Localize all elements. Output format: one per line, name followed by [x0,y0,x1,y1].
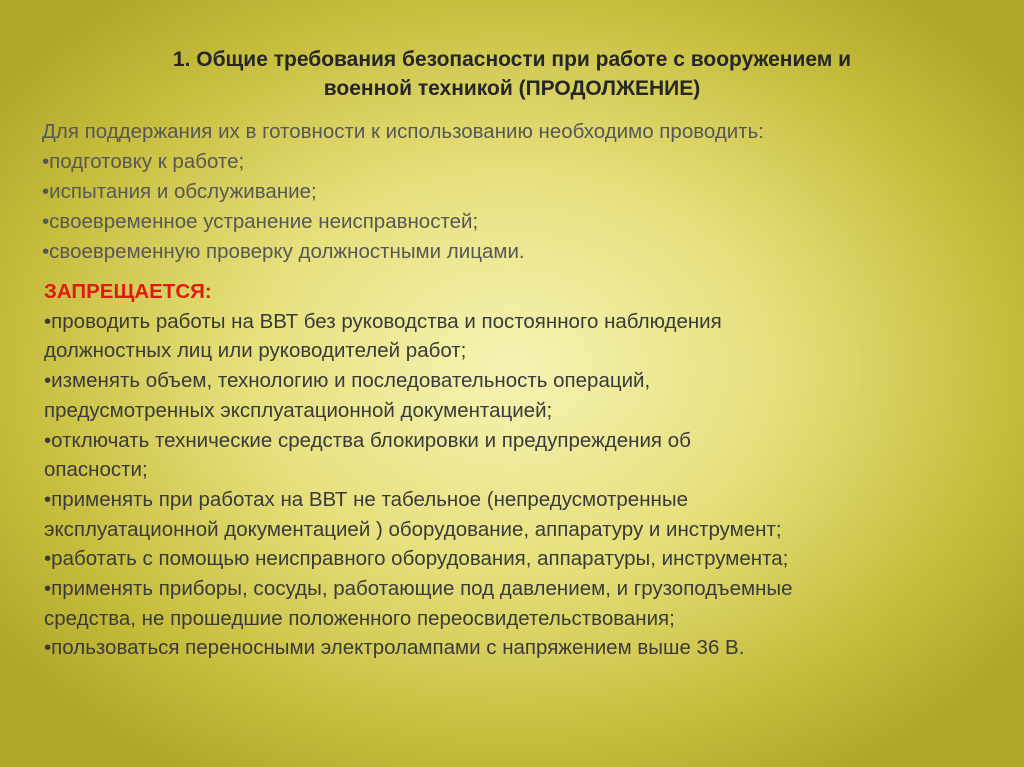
prohibition-line: предусмотренных эксплуатационной документацией; [44,398,553,422]
intro-item: •подготовку к работе; [42,150,245,173]
prohibitions-block [44,277,1004,663]
prohibition-line: •пользоваться переносными электролампами с напряжением выше 36 В. [44,636,745,660]
prohibition-line: •отключать технические средства блокировки и предупреждения об [44,428,691,452]
prohibition-line: •применять при работах на ВВТ не табельное (непредусмотренные [44,487,688,511]
prohibition-line: •проводить работы на ВВТ без руководства и постоянного наблюдения [44,309,722,333]
slide-title [60,45,964,103]
prohibition-line: •применять приборы, сосуды, работающие под давлением, и грузоподъемные [44,577,793,601]
prohibition-line: эксплуатационной документацией ) оборудование, аппаратуру и инструмент; [44,517,782,541]
intro-item: •испытания и обслуживание; [42,180,317,203]
intro-block [42,117,1002,267]
prohibited-heading: ЗАПРЕЩАЕТСЯ: [44,280,212,303]
prohibition-line: •изменять объем, технологию и последовательность операций, [44,369,651,393]
intro-lead: Для поддержания их в готовности к использованию необходимо проводить: [42,120,765,143]
prohibition-line: средства, не прошедшие положенного переосвидетельствования; [44,606,675,630]
intro-item: •своевременное устранение неисправностей; [42,210,479,233]
intro-item: •своевременную проверку должностными лицами. [42,240,525,263]
prohibition-line: •работать с помощью неисправного оборудования, аппаратуры, инструмента; [44,547,789,571]
title-line-2: военной техникой (ПРОДОЛЖЕНИЕ) [323,77,701,100]
prohibition-line: должностных лиц или руководителей работ; [44,339,467,363]
prohibition-line: опасности; [44,458,148,482]
title-line-1: 1. Общие требования безопасности при работе с вооружением и [172,48,852,71]
